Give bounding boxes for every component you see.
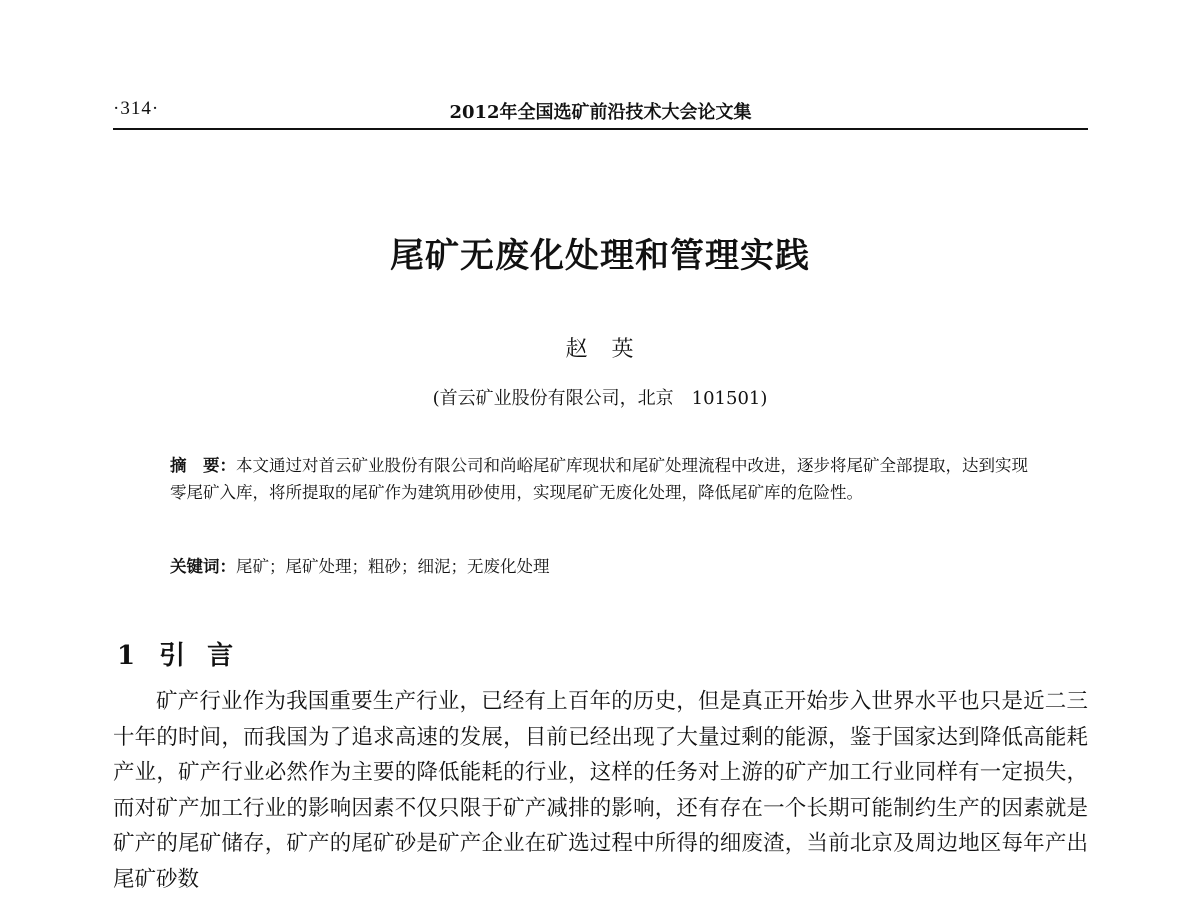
affiliation: (首云矿业股份有限公司，北京 101501): [432, 388, 768, 409]
author: 赵 英: [565, 337, 635, 362]
paper-title: 尾矿无废化处理和管理实践: [390, 236, 810, 276]
keywords: [170, 553, 1040, 577]
keywords-label: 关键词：: [170, 557, 236, 576]
header-rule: [113, 128, 1088, 130]
page-number: ·314·: [113, 98, 160, 119]
abstract-label: 摘 要：: [170, 456, 236, 475]
body-paragraph: 矿产行业作为我国重要生产行业，已经有上百年的历史，但是真正开始步入世界水平也只是近二三十年的时间，而我国为了追求高速的发展，目前已经出现了大量过剩的能源，鉴于国家达到降低高能耗产业，矿产行业必然作为主要的降低能耗的行业，这样的任务对上游的矿产加工行业同样有一定损失，而对矿产加工行业的影响因素不仅只限于矿产减排的影响，还有存在一个长期可能制约生产的因素就是矿产的尾矿储存，矿产的尾矿砂是矿产企业在矿选过程中所得的细废渣，当前北京及周边地区每年产出尾矿砂数: [113, 689, 1088, 892]
running-title: 2012年全国选矿前沿技术大会论文集: [449, 102, 752, 123]
keywords-text: 尾矿；尾矿处理；粗砂；细泥；无废化处理: [236, 557, 550, 576]
abstract: [170, 452, 1040, 506]
abstract-text: 本文通过对首云矿业股份有限公司和尚峪尾矿库现状和尾矿处理流程中改进，逐步将尾矿全部提取，达到实现零尾矿入库，将所提取的尾矿作为建筑用砂使用，实现尾矿无废化处理，降低尾矿库的危险性。: [170, 456, 1028, 502]
running-header: [113, 96, 1088, 130]
section-number: 1: [117, 641, 136, 671]
section-title: 引言: [159, 641, 256, 671]
section-heading: [117, 635, 255, 672]
section-body: [113, 684, 1088, 897]
